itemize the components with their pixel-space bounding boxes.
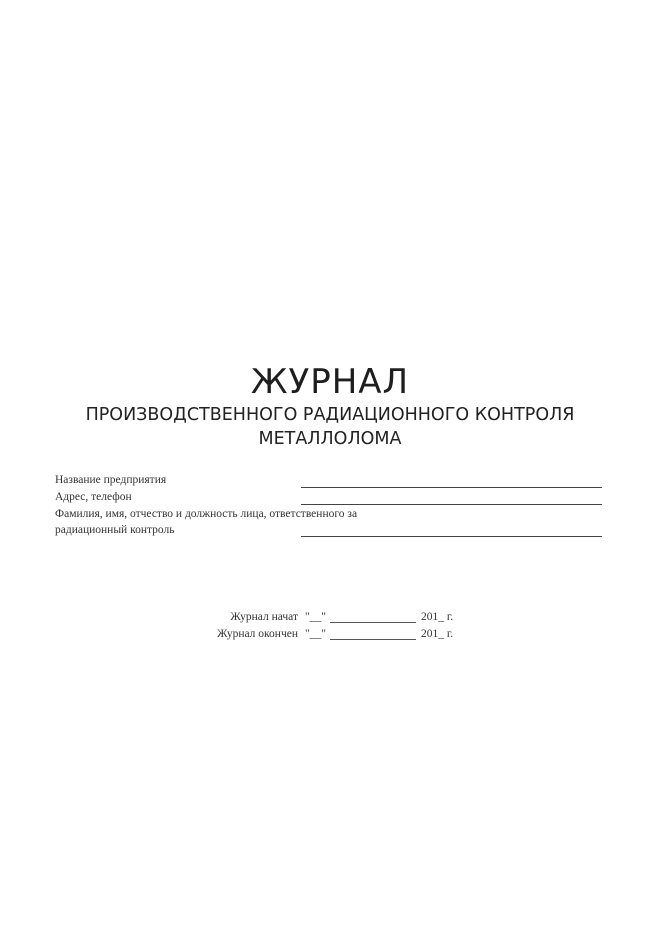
date-ended-month-line[interactable] <box>330 639 416 640</box>
date-ended-day[interactable]: "__" <box>305 628 326 640</box>
date-started-month-line[interactable] <box>330 622 416 623</box>
responsible-line[interactable] <box>301 536 602 537</box>
company-name-line[interactable] <box>301 487 602 488</box>
date-started-day[interactable]: "__" <box>305 611 326 623</box>
responsible-label-line1: Фамилия, имя, отчество и должность лица, ответственного за <box>55 508 358 520</box>
responsible-label-line2: радиационный контроль <box>55 524 175 536</box>
address-label: Адрес, телефон <box>55 491 132 503</box>
date-ended-year[interactable]: 201_ г. <box>421 628 454 640</box>
journal-subtitle-line1: ПРОИЗВОДСТВЕННОГО РАДИАЦИОННОГО КОНТРОЛЯ <box>85 405 575 425</box>
address-line[interactable] <box>301 504 602 505</box>
journal-subtitle-line2: МЕТАЛЛОЛОМА <box>258 429 402 449</box>
journal-title: ЖУРНАЛ <box>250 362 410 402</box>
date-started-year[interactable]: 201_ г. <box>421 611 454 623</box>
company-name-label: Название предприятия <box>55 474 167 486</box>
date-started-label: Журнал начат <box>230 611 298 623</box>
date-ended-label: Журнал окончен <box>217 628 298 640</box>
